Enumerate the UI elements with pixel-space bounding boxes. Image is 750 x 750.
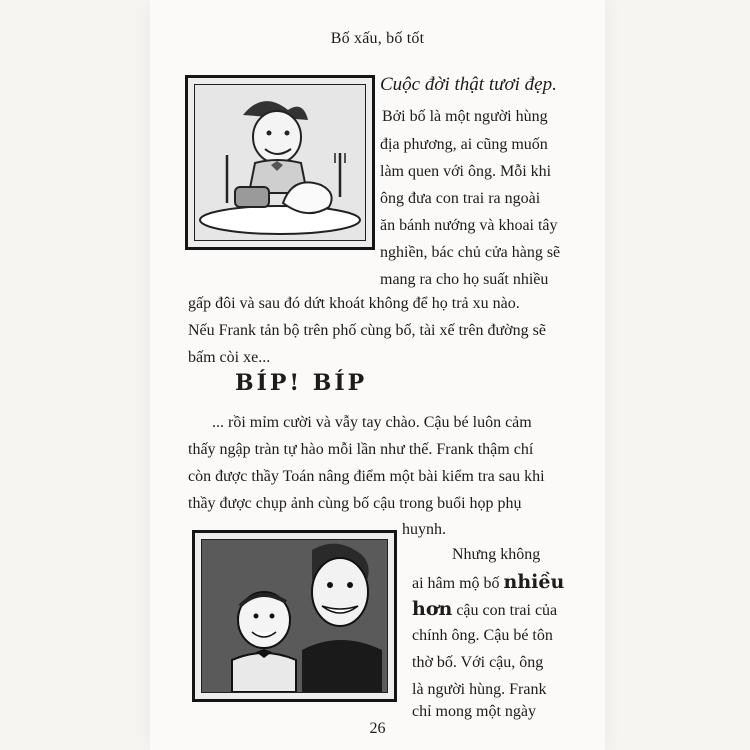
text-line: làm quen với ông. Mỗi khi <box>380 163 552 180</box>
father-and-son-drawing <box>202 540 387 692</box>
paragraph-heading: Cuộc đời thật tươi đẹp. <box>380 74 557 95</box>
text-line: thầy được chụp ảnh cùng bố cậu trong buổi họp phụ <box>188 495 522 512</box>
text-line: chính ông. Cậu bé tôn <box>412 627 553 644</box>
text-segment: ai hâm mộ bố <box>412 575 504 592</box>
text-line: thấy ngập tràn tự hào mỗi lần như thế. Frank thậm chí <box>188 441 534 458</box>
bottom-illustration-frame <box>192 530 397 702</box>
text-line: nghiền, bác chủ cửa hàng sẽ <box>380 244 561 261</box>
text-line: gấp đôi và sau đó dứt khoát không để họ trả xu nào. <box>188 295 520 312</box>
text-line <box>412 599 557 621</box>
beep-sound-effect: BÍP! BÍP <box>235 370 368 396</box>
text-line: ăn bánh nướng và khoai tây <box>380 217 558 234</box>
text-line: thờ bố. Với cậu, ông <box>412 654 544 671</box>
text-line: Bởi bố là một người hùng <box>382 108 548 125</box>
text-line: chỉ mong một ngày <box>412 703 536 720</box>
text-line: huynh. <box>402 521 446 538</box>
text-line: mang ra cho họ suất nhiều <box>380 271 549 288</box>
running-header: Bố xấu, bố tốt <box>330 30 425 47</box>
text-line: còn được thầy Toán nâng điểm một bài kiểm tra sau khi <box>188 468 545 485</box>
text-line: Nếu Frank tản bộ trên phố cùng bố, tài xế trên đường sẽ <box>188 322 546 339</box>
text-line: ... rồi mỉm cười và vẫy tay chào. Cậu bé luôn cảm <box>212 414 532 431</box>
boy-at-table-drawing <box>195 85 365 240</box>
father-and-son-illustration <box>201 539 388 693</box>
top-illustration-frame <box>185 75 375 250</box>
text-line: Nhưng không <box>452 546 541 563</box>
emphasized-word: nhiều <box>503 571 565 593</box>
text-line: bấm còi xe... <box>188 349 271 366</box>
text-line <box>412 572 564 594</box>
text-line: địa phương, ai cũng muốn <box>380 136 548 153</box>
text-line: là người hùng. Frank <box>412 681 547 698</box>
boy-at-table-illustration <box>194 84 366 241</box>
page-number: 26 <box>369 720 386 737</box>
book-page <box>150 0 605 750</box>
text-segment: cậu con trai của <box>452 602 558 619</box>
emphasized-word: hơn <box>412 598 453 620</box>
text-line: ông đưa con trai ra ngoài <box>380 190 541 207</box>
